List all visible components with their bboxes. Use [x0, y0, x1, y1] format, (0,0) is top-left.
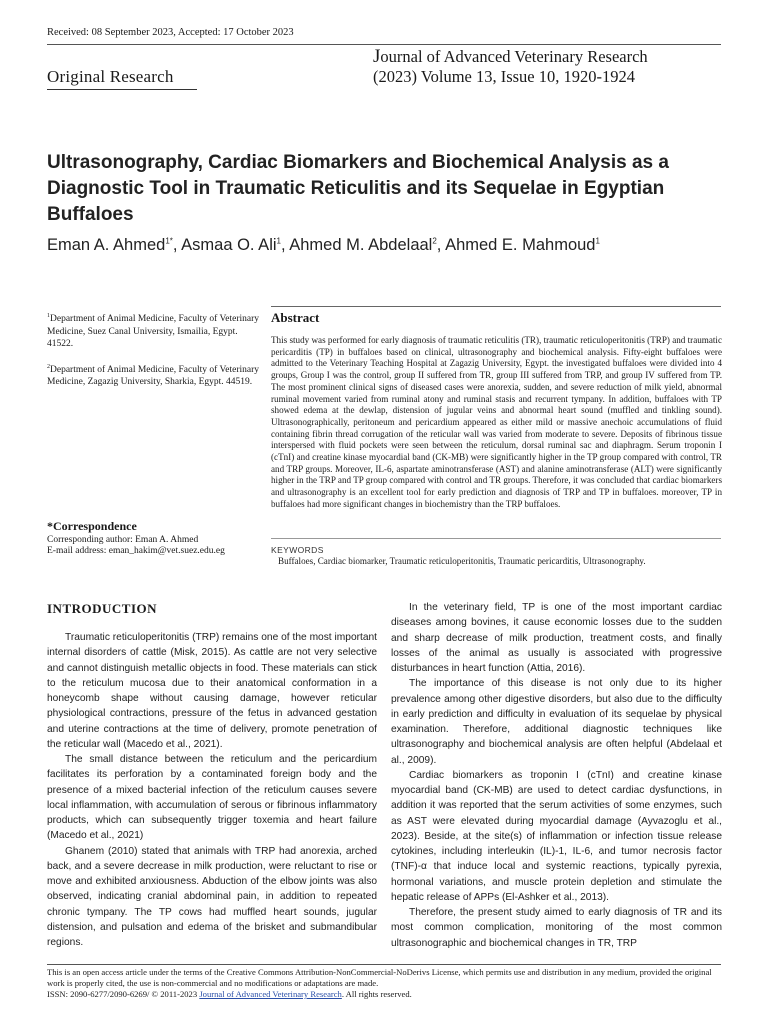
received-date: Received: 08 September 2023, Accepted: 17 October 2023 — [47, 27, 294, 38]
introduction-heading: INTRODUCTION — [47, 601, 158, 616]
body-column-right — [391, 600, 722, 951]
footer-rule — [47, 964, 721, 965]
keywords: Buffaloes, Cardiac biomarker, Traumatic reticuloperitonitis, Traumatic pericarditis, Ultrasonography. — [278, 556, 646, 566]
body-paragraph: Ghanem (2010) stated that animals with TRP had anorexia, arched back, and a severe decrease in milk production, were reluctant to rise or move and exhibited anxiousness. Abduction of the elbow joints was also observed, indicating cranial abdominal pain, in addition to repeated chronic tympany. The TP cows had muffled heart sounds, jugular distension, and pulsation and edema of the brisket and submandibular regions. — [47, 845, 377, 948]
author-affil-mark: 1* — [165, 236, 173, 246]
author-affil-mark: 1 — [595, 236, 600, 246]
abstract-text: This study was performed for early diagnosis of traumatic reticulitis (TR), traumatic reticuloperitonitis (TRP) and traumatic pericarditis (TP) in buffaloes based on clinical, ultrasonography and biochemical analysis. Fifty-eight buffaloes were admitted to the Veterinary Teaching Hospital at Zagazig University, Egypt. the investigated buffaloes were divided into 4 groups, Group I was the control, group II suffered from TR, group III suffered from TRP, and group IV suffered from TP. The most prominent clinical signs of diseased cases were anorexia, sudden, and severe reduction of milk yield, abnormal ruminal movement varied from ruminal atony and ruminal stasis and recurrent tympany. In addition, buffaloes with TP showed edema at the dewlap, distension of jugular veins and abnormal heart sound (muffled and tinkling sound). Ultrasonographically, peritoneum and pericardium appeared as either mild or massive anechoic accumulations of fluid containing fibrin thread corrugation of the reticular wall was varied from moderate to severe. Deposits of fibrinous tissue interspersed with fluid pockets were seen between the reticulum, dorsal ruminal sac and diaphragm. Serum troponin I (cTnI) and creatine kinase myocardial band (CK-MB) were significantly higher in the TP group compared with control, TR and TRP groups. Moreover, IL-6, aspartate aminotransferase (AST) and alanine aminotransferase (ALT) were significantly higher in the TRP and TP group compared with control and TR groups. Therefore, it was concluded that cardiac biomarkers and ultrasonography is an excellent tool for early prediction and diagnosis of TRP and TP in buffaloes. moreover, TP in buffaloes had more significant changes in biochemistry than the TRP buffaloes. — [271, 335, 722, 509]
author-name: Eman A. Ahmed — [47, 236, 166, 254]
section-underline — [47, 89, 197, 90]
abstract-heading: Abstract — [271, 310, 320, 325]
affiliations — [47, 310, 262, 399]
author-affil-mark: 2 — [432, 236, 437, 246]
footer — [47, 967, 721, 1000]
body-paragraph: Traumatic reticuloperitonitis (TRP) remains one of the most important internal disorders of cattle (Misk, 2015). As cattle are not very selective and cannot distinguish metallic objects in food. These materials can stick to the reticulum mucosa due to their anatomical conformation in a honeycomb shape without causing damage, however reticular physiological contractions, pressure of the fetus in advanced gestation and uterine contractions at the time of delivery, promote penetration of the reticular wall (Macedo et al., 2021). — [47, 632, 377, 750]
author-affil-mark: 1 — [276, 236, 281, 246]
paper-title: Ultrasonography, Cardiac Biomarkers and Biochemical Analysis as a Diagnostic Tool in Traumatic Reticulitis and its Sequelae in Egyptian Buffaloes — [47, 152, 669, 225]
author-name: Ahmed M. Abdelaal — [289, 236, 433, 254]
author-name: Ahmed E. Mahmoud — [445, 236, 596, 254]
correspondence — [47, 521, 262, 558]
affiliation-mark: 1 — [47, 313, 50, 319]
section-label: Original Research — [47, 67, 174, 86]
corresponding-author: Corresponding author: Eman A. Ahmed — [47, 534, 199, 545]
affiliation — [47, 361, 262, 389]
journal-link[interactable]: Journal of Advanced Veterinary Research — [199, 989, 342, 999]
abstract-rule — [271, 306, 721, 307]
body-paragraph: Therefore, the present study aimed to early diagnosis of TR and its most common complication, monitoring of the most common ultrasonographic and biochemical changes in TR, TRP — [391, 907, 722, 949]
journal-header — [373, 47, 648, 87]
issn-line — [47, 989, 721, 1000]
body-paragraph: The small distance between the reticulum and the pericardium facilitates its perforation by a contaminated foreign body and the presence of a mixed bacterial infection of the reticulum causes severe local inflammation, with accumulation of serous or fibrinous inflammatory products, which can subsequently trigger toxemia and heart failure (Macedo et al., 2021) — [47, 754, 377, 842]
journal-initial: J — [373, 46, 381, 67]
rights-text: . All rights reserved. — [341, 989, 412, 999]
license-note: This is an open access article under the terms of the Creative Commons Attribution-NonCommercial-NoDerivs License, which permits use and distribution in any medium, provided the original work is properly cited, the use is non-commercial and no modifications or adaptations are made. — [47, 967, 712, 988]
keywords-heading: KEYWORDS — [271, 545, 324, 555]
correspondence-heading: *Correspondence — [47, 519, 137, 533]
issn: ISSN: 2090-6277/2090-6269/ © 2011-2023 — [47, 989, 198, 999]
body-paragraph: The importance of this disease is not only due to its higher prevalence among other digestive disorders, but also due to the difficulty in early prediction and difficulty in evaluation of its sequelae by physical examination. Therefore, additional diagnostic techniques like ultrasonography and biochemical analysis are often helpful (Abdelaal et al., 2009). — [391, 678, 722, 766]
corresponding-email: E-mail address: eman_hakim@vet.suez.edu.eg — [47, 546, 225, 556]
affiliation-text: Department of Animal Medicine, Faculty of Veterinary Medicine, Suez Canal University, Ismailia, Egypt. 41522. — [47, 314, 260, 350]
author-list: Eman A. Ahmed$^{1*}$, Asmaa O. Ali$^1$, Ahmed M. Abdelaal$^2$, Ahmed E. Mahmoud$^1$ — [47, 236, 600, 254]
journal-name: ournal of Advanced Veterinary Research — [380, 47, 648, 66]
author-name: Asmaa O. Ali — [181, 236, 277, 254]
affiliation-text: Department of Animal Medicine, Faculty of Veterinary Medicine, Zagazig University, Sharkia, Egypt. 44519. — [47, 364, 260, 388]
header-rule — [47, 44, 721, 45]
body-paragraph: Cardiac biomarkers as troponin I (cTnI) and creatine kinase myocardial band (CK-MB) are used to detect cardiac dysfunctions, in addition it was reported that the serum activities of some enzymes, such as AST were elevated during myocardial damage (Ayvazoglu et al., 2023). Beside, at the site(s) of inflammation or infection tissue release cytokines, including interleukin (IL)-1, IL-6, and tumor necrosis factor (TNF)-α that induce local and systemic reactions, typically pyrexia, hormonal variations, and muscle protein depletion and stimulate the hepatic release of APPs (El-Ashker et al., 2013). — [391, 769, 722, 903]
affiliation — [47, 310, 262, 351]
journal-issue: (2023) Volume 13, Issue 10, 1920-1924 — [373, 67, 636, 86]
affiliation-mark: 2 — [47, 363, 50, 370]
body-paragraph: In the veterinary field, TP is one of the most important cardiac diseases among bovines, it cause economic losses due to the sudden and sharp decrease of milk production, treatment costs, and finally losses of the animal as usually is associated with progressive disturbances in heart function (Attia, 2016). — [391, 602, 722, 674]
body-column-left — [47, 630, 377, 950]
keywords-rule — [271, 538, 721, 539]
